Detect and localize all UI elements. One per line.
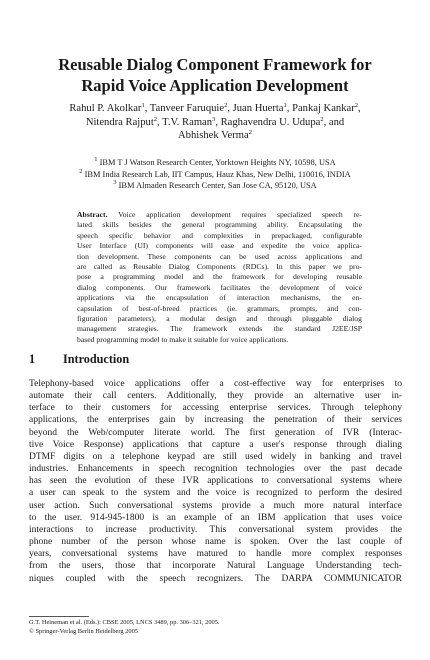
body-line: has seen the evolution of these IVR applications to conversational systems where [29, 476, 402, 487]
affiliation-1 [40, 157, 390, 169]
footer-copyright: © Springer-Verlag Berlin Heidelberg 2005 [29, 627, 138, 635]
affiliation-marker: 3 [113, 179, 117, 186]
abstract-line: lated skills besides the general programming ability. Encapsulating the [77, 220, 362, 230]
affiliation-marker: 2 [79, 167, 83, 175]
abstract-line: dialog components. Our framework facilitates the development of voice [77, 282, 362, 292]
affiliation-3 [40, 180, 390, 192]
body-line: from the users, those that incorporate Natural Language Understanding tech- [29, 561, 402, 572]
body-line: automate their call centers. Additionally, they provide an alternative user in- [29, 391, 402, 402]
affiliation-marker: 2 [153, 115, 158, 123]
author-name: , Pankaj Kankar [286, 103, 355, 114]
abstract-line: pose a programming model and the framework for developing reusable [77, 272, 362, 282]
body-line: DTMF digits on a telephone keypad are still used widely in banking and travel [29, 451, 402, 462]
affiliation-marker: 1 [94, 156, 98, 163]
author-list [40, 102, 390, 143]
abstract-line: management strategies. The framework extends the standard J2EE/JSP [77, 324, 362, 334]
body-line: terface to their customers for accessing enterprise services. Through telephony [29, 403, 402, 414]
title-line-2: Rapid Voice Application Development [81, 76, 349, 95]
author-name: , Tanveer Faruquie [144, 103, 225, 114]
abstract-line: User Interface (UI) components will ease and expedite the voice applica- [77, 241, 362, 251]
body-line: niques coupled with the speech recognizers. The DARPA COMMUNICATOR [29, 573, 402, 584]
author-separator: , and [323, 116, 345, 128]
affiliation-text: IBM Almaden Research Center, San Jose CA, 95120, USA [118, 181, 317, 190]
publication-footer [29, 619, 220, 636]
affiliation-marker: 3 [212, 115, 216, 123]
affiliation-marker: 1 [283, 102, 287, 109]
affiliation-2 [40, 169, 390, 181]
footnote-rule [29, 616, 89, 617]
body-line: beyond the Web/computer literate world. The first generation of IVR (Interac- [29, 427, 402, 438]
body-line: tive Voice Response) applications that capture a user's response through dialing [29, 439, 402, 450]
abstract-line: are called as Reusable Dialog Components (RDCs). In this paper we pro- [77, 262, 362, 272]
author-name: Abhishek Verma [178, 130, 249, 141]
abstract-line: capsulation of best-of-breed practices (ie. grammars, prompts, and con- [77, 303, 362, 313]
author-name: Nitendra Rajput [85, 116, 154, 128]
affiliation-marker: 2 [354, 102, 358, 109]
body-line: interactions to increase productivity. This conversational system provides the [29, 524, 402, 535]
abstract-line: figuration parameters), a modular design and through pluggable dialog [77, 314, 362, 324]
abstract-line: tion development. These components can be used across applications and [77, 251, 362, 261]
affiliation-marker: 2 [224, 102, 228, 109]
body-line: industries. Enhancements in speech recognition technologies over the past decade [29, 464, 402, 475]
body-line: applications, the enterprises gain by increasing the penetration of their services [29, 415, 402, 426]
footer-citation: G.T. Heineman et al. (Eds.): CBSE 2005, LNCS 3489, pp. 306–321, 2005. [29, 619, 220, 626]
section-heading [29, 352, 129, 367]
abstract-line: based programming model to make it suitable for voice applications. [77, 334, 289, 344]
title-line-1: Reusable Dialog Component Framework for [58, 55, 372, 74]
abstract-line: applications via the encapsulation of interaction mechanisms, the en- [77, 293, 362, 303]
affiliation-text: IBM India Research Lab, IIT Campus, Hauz Khas, New Delhi, 110016, INDIA [84, 169, 351, 179]
body-line: phone number of the person whose name is spoken. Over the last couple of [29, 537, 402, 548]
paper-title [40, 54, 390, 96]
body-line: user action. Such conversational systems provide a much more natural interface [29, 500, 402, 511]
author-name: , Raghavendra U. Udupa [215, 116, 321, 128]
affiliation-text: IBM T J Watson Research Center, Yorktown Heights NY, 10598, USA [99, 158, 336, 167]
abstract-first-line: Voice application development requires specialized speech re- [118, 210, 362, 219]
body-line: a user can speak to the system and the voice is recognized to perform the desired [29, 488, 402, 499]
affiliation-marker: 2 [320, 115, 324, 123]
section-title: Introduction [63, 352, 130, 366]
author-line-3 [40, 129, 390, 143]
affiliation-marker: 2 [248, 129, 252, 136]
section-number: 1 [29, 352, 36, 366]
affiliation-list [40, 157, 390, 192]
body-line: Telephony-based voice applications offer a cost-effective way for enterprises to [29, 379, 402, 389]
author-name: , Juan Huerta [227, 103, 284, 114]
abstract-label: Abstract. [77, 210, 108, 219]
author-name: Rahul P. Akolkar [69, 103, 142, 114]
author-separator: , [357, 103, 361, 114]
author-line-1 [40, 102, 390, 116]
body-text [29, 378, 402, 585]
affiliation-marker: 1 [141, 102, 145, 109]
abstract-line [77, 210, 362, 220]
body-line: years, conversational systems have matured to handle more complex responses [29, 549, 402, 560]
abstract-line: speech specific behavior and complexities in prepackaged, configurable [77, 230, 362, 240]
author-name: , T.V. Raman [157, 116, 213, 128]
abstract [77, 210, 362, 345]
author-line-2 [40, 116, 390, 130]
body-line: to the user. 914-945-1800 is an example of an IBM application that uses voice [29, 512, 402, 523]
